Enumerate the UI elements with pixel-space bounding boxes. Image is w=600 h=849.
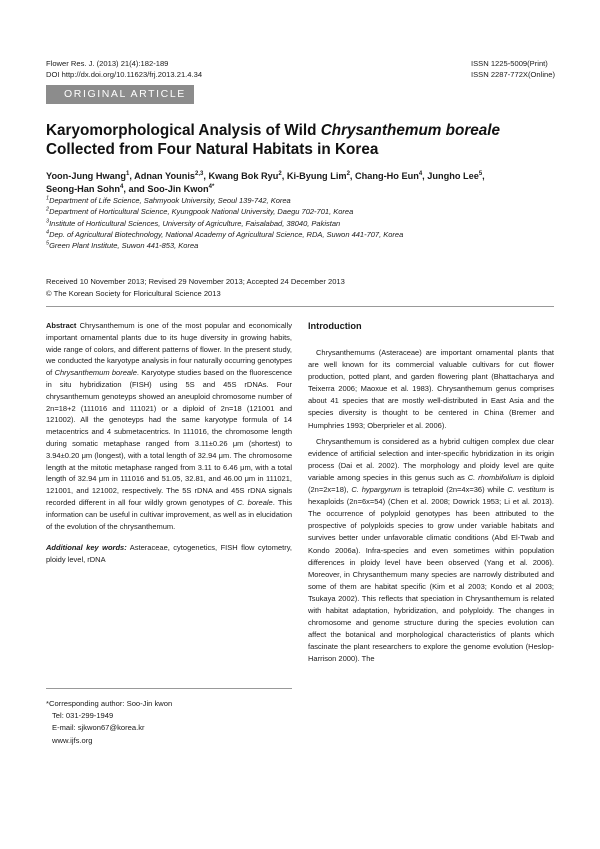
abstract-label: Abstract	[46, 321, 77, 330]
affiliation: $^3$Institute of Horticultural Sciences, University of Agriculture, Faisalabad, 38040, Pakistan	[46, 218, 341, 228]
author: Kwang Bok Ryu$^2$,	[208, 170, 287, 181]
received-dates: Received 10 November 2013; Revised 29 November 2013; Accepted 24 December 2013	[46, 277, 345, 286]
issn-block	[471, 58, 555, 80]
copyright-line: © The Korean Society for Floricultural Science 2013	[46, 288, 221, 298]
section-divider	[46, 306, 554, 307]
journal-citation: Flower Res. J. (2013) 21(4):182-189	[46, 59, 169, 68]
footnote-divider	[46, 688, 292, 689]
doi-link[interactable]: DOI http://dx.doi.org/10.11623/frj.2013.21.4.34	[46, 70, 203, 79]
phone-number: Tel: 031-299-1949	[52, 711, 114, 721]
journal-header	[46, 58, 202, 80]
affiliation: $^1$Department of Life Science, Sahmyook University, Seoul 139-742, Korea	[46, 195, 291, 205]
author: Yoon-Jung Hwang$^1$,	[46, 170, 135, 181]
author: Seong-Han Sohn$^4$, and	[46, 183, 148, 194]
keywords: Additional key words: Asteraceae, cytogenetics, FISH flow cytometry, ploidy level, rDNA	[46, 543, 292, 565]
keywords-label: Additional key words:	[46, 543, 127, 553]
issn-online: ISSN 2287-772X(Online)	[471, 70, 555, 79]
article-dates	[46, 276, 345, 299]
email-link[interactable]: E-mail: sjkwon67@korea.kr	[52, 723, 145, 733]
author: Adnan Younis$^{2,3}$,	[134, 170, 209, 181]
affiliation: $^4$Dep. of Agricultural Biotechnology, National Academy of Agricultural Science, RDA, Suwon 441-707, Korea	[46, 229, 404, 239]
affiliation-list	[46, 195, 566, 251]
article-title	[46, 121, 566, 159]
affiliation: $^2$Department of Horticultural Science, Kyungpook National University, Daegu 702-701, Korea	[46, 206, 354, 217]
introduction-column	[308, 320, 554, 669]
author: Soo-Jin Kwon$^{4*}$	[147, 183, 215, 194]
correspondence-footnote	[46, 698, 172, 747]
author: Chang-Ho Eun$^4$,	[355, 170, 428, 181]
corresponding-author: *Corresponding author: Soo-Jin kwon	[46, 699, 173, 708]
title-species: Chrysanthemum boreale	[320, 122, 501, 139]
abstract-text: Abstract Chrysanthemum is one of the most popular and economically important ornamental plants due to its huge diversity in growing habits, wide range of colors, and different patterns of flower. In the present study, we conducted the karyotype analysis in four naturally occurring genotypes of Chrysanthemum boreale. Karyotype studies based on the fluorescence in situ hybridization (FISH) using 5S and 45S rDNAs. Four chrysanthemum genoteyps showed an aneuploid chromosome number of 2n=18+2 (111016 and 111021) or a diploid of 2n=18 (121001 and 121002). All the genoteyps had the same karyotype formula of 14 metacentrics and 4 submetacentrics. In 111016, the chromosome length during somatic metaphase ranged from 3.11±0.26 μm (shortest) to 3.94±0.20 μm (longest), with a total length of 32.94 μm. The chromosome length at the mitotic metaphase ranged from 3.11 to 6.46 μm, with a total length of 32.94 μm in 111016 and 51.05, 32.81, and 46.00 μm in 111021, 121001, and 121002, respectively. The 5S rDNA and 45S rDNA signals recorded different in all four wildly grown genotypes of C. boreale. This information can be useful in cultivar improvement, as well as in elucidation of the evolution of the chrysanthemum.	[46, 321, 293, 531]
author: Ki-Byung Lim$^2$,	[286, 170, 356, 181]
journal-website-link[interactable]: www.ijfs.org	[52, 735, 93, 745]
abstract-column	[46, 320, 292, 566]
article-type-banner: ORIGINAL ARTICLE	[46, 85, 194, 104]
intro-paragraph-2: Chrysanthemum is considered as a hybrid cultigen complex due clear evidence of artificial selection and inter-specific hybridization in its origin process (Dai et al. 2002). The morphology and ploidy level are quite variable among species in this genus such as C. rhombifolium is diploid (2n=2x=18), C. hypargyrum is tetraploid (2n=4x=36) while C. vestitum is hexaploids (2n=6x=54) (Chen et al. 2008; Dowrick 1953; Li et al. 2013). The occurrence of polyploid genotypes has been attributed to the prospective of polyploids species to grow under variable habitats and survives better under unfavorable climatic conditions (Abd El-Twab and Kondo 2006a). Infra-species and even sometimes within population differences in ploidy level have been observed (Yang et al. 2006). Moreover, in Chrysanthemum many species are narrowly distributed and some of them are habitat specific (Kim et al 2003; Kondo et al 2003; Tsukaya 2002). This reflects that speciation in Chrysanthemum is related with habitat adaptation, hybridization, and polyploidy. The changes in chromosome and genome structure during the species evolution can affect the botanical and morphological characteristics of plants which fascinate the plant researchers to explore the genome evolution (Heslop-Harrison 2000). The	[308, 436, 555, 664]
author-list	[46, 170, 566, 195]
title-text-2: Collected from Four Natural Habitats in Korea	[46, 141, 379, 158]
issn-print: ISSN 1225-5009(Print)	[471, 59, 548, 68]
intro-paragraph-1: Chrysanthemums (Asteraceae) are important ornamental plants that are well known for its commercial valuable cultivars for cut flower production, potted plant, and garden flowering plant (Bhattacharya and Teixerra 2006; Maoxue et al. 1983). Chrysanthemum genus comprises about 41 species that are mostly well-distributed in East Asia and the species diversity is thought to be centered in China (Bremer and Humphries 1993; Oberprieler et al. 2006).	[308, 348, 554, 430]
title-text-1: Karyomorphological Analysis of Wild	[46, 122, 321, 139]
author: Jungho Lee$^5$,	[427, 170, 485, 181]
introduction-heading: Introduction	[308, 321, 362, 331]
affiliation: $^5$Green Plant Institute, Suwon 441-853, Korea	[46, 240, 199, 251]
